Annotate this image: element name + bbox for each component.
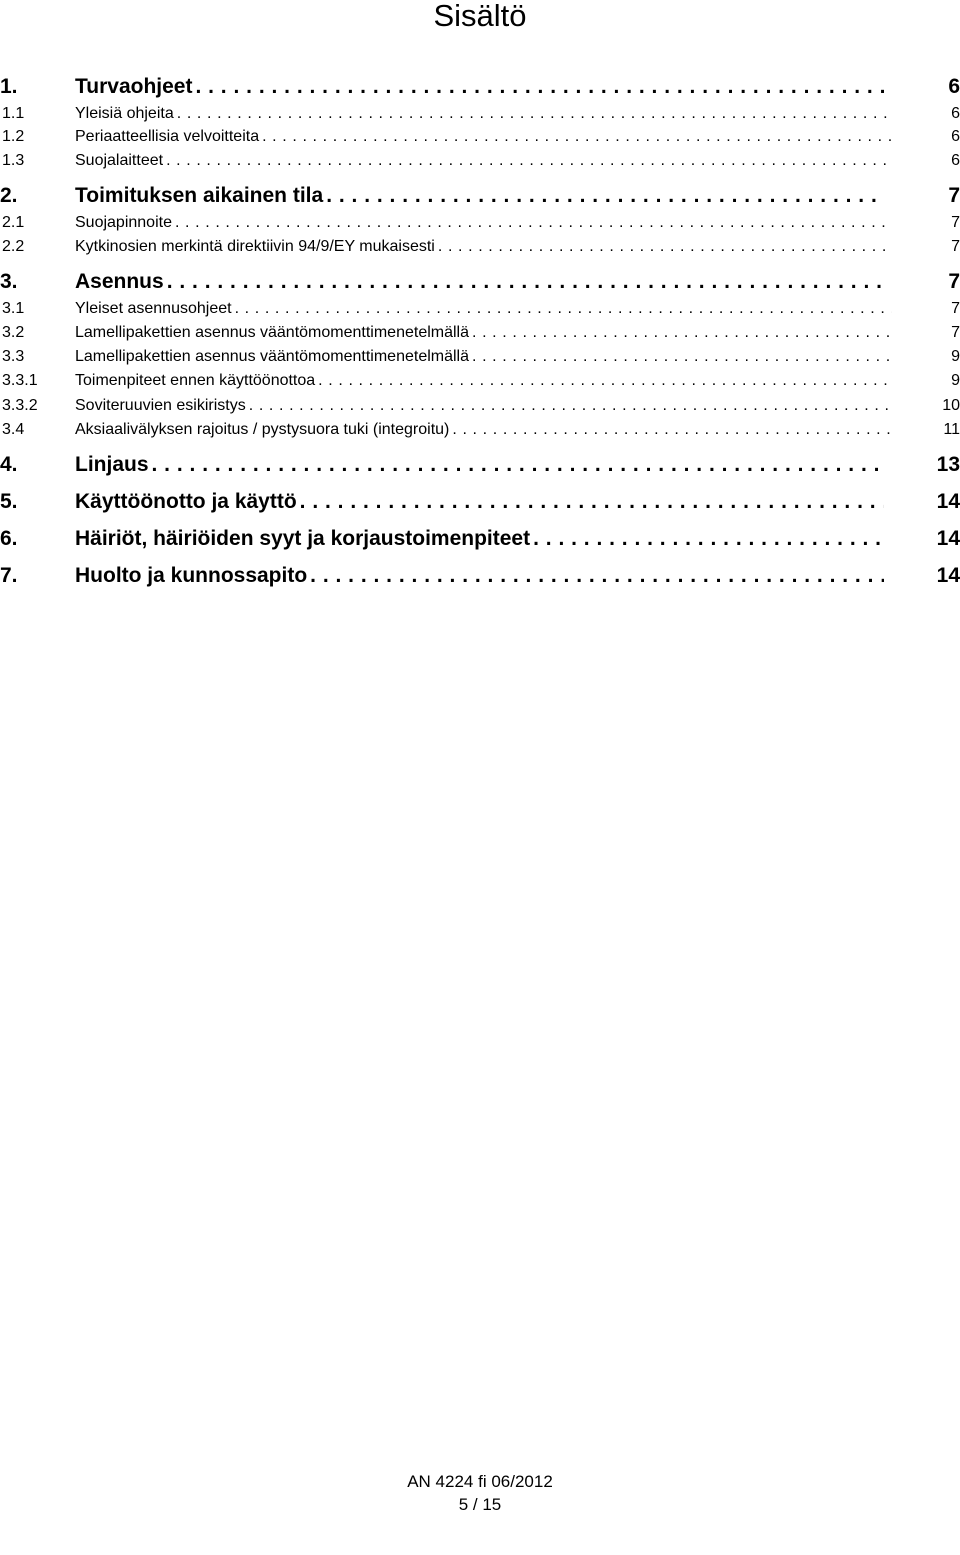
toc-label: Periaatteellisia velvoitteita [75,128,260,145]
toc-label: Huolto ja kunnossapito [75,564,308,587]
toc-label: Kytkinosien merkintä direktiivin 94/9/EY mukaisesti [75,238,435,255]
toc-section-4[interactable] [0,452,960,478]
toc-number: 3. [0,270,18,293]
toc-label: Turvaohjeet [75,75,193,98]
toc-page: 14 [936,527,960,550]
toc-page: 6 [951,105,960,122]
toc-page: 6 [948,75,960,98]
toc-page: 7 [951,214,960,231]
toc-number: 3.3.1 [2,372,38,389]
dot-leader [452,419,892,441]
toc-page: 6 [951,128,960,145]
toc-label: Toimituksen aikainen tila [75,184,324,207]
dot-leader [310,563,884,589]
dot-leader [249,395,892,417]
toc-section-7[interactable] [0,563,960,589]
dot-leader [166,150,892,172]
toc-number: 1.3 [2,152,25,169]
toc-label: Lamellipakettien asennus vääntömomenttimenetelmällä [75,324,469,341]
dot-leader [235,298,892,320]
toc-number: 2. [0,184,18,207]
toc-number: 7. [0,564,18,587]
dot-leader [300,489,884,515]
page-title: Sisältö [433,0,527,33]
toc-label: Yleiset asennusohjeet [75,300,232,317]
toc-section-5[interactable] [0,489,960,515]
toc-section-2[interactable] [0,183,960,209]
dot-leader [472,322,892,344]
toc-subsection-3-3[interactable] [0,346,960,368]
dot-leader [438,236,892,258]
toc-label: Suojapinnoite [75,214,172,231]
toc-label: Toimenpiteet ennen käyttöönottoa [75,372,316,389]
toc-number: 1. [0,75,18,98]
toc-section-3[interactable] [0,269,960,295]
toc-section-6[interactable] [0,526,960,552]
toc-label: Soviteruuvien esikiristys [75,397,246,414]
toc-number: 1.2 [2,128,25,145]
dot-leader [152,452,884,478]
toc-label: Aksiaalivälyksen rajoitus / pystysuora tuki (integroitu) [75,421,450,438]
document-id: AN 4224 fi 06/2012 [407,1472,553,1491]
page-number: 5 / 15 [458,1495,502,1514]
toc-number: 3.3 [2,348,25,365]
toc-page: 7 [948,184,960,207]
dot-leader [262,126,892,148]
toc-page: 9 [951,372,960,389]
toc-subsection-1-1[interactable] [0,103,960,125]
toc-page: 6 [951,152,960,169]
toc-number: 4. [0,453,18,476]
toc-page: 14 [936,564,960,587]
toc-number: 1.1 [2,105,25,122]
toc-page: 14 [936,490,960,513]
dot-leader [195,74,884,100]
toc-page: 7 [948,270,960,293]
toc-section-1[interactable] [0,74,960,100]
dot-leader [533,526,884,552]
toc-page: 10 [942,397,960,414]
toc-page: 11 [943,421,960,438]
toc-subsection-3-4[interactable] [0,419,960,441]
toc-page: 7 [951,238,960,255]
toc-number: 3.1 [2,300,25,317]
toc-subsection-1-2[interactable] [0,126,960,148]
toc-number: 3.4 [2,421,25,438]
dot-leader [472,346,892,368]
toc-label: Yleisiä ohjeita [75,105,174,122]
toc-subsection-2-1[interactable] [0,212,960,234]
dot-leader [177,103,892,125]
toc-number: 2.1 [2,214,25,231]
toc-label: Suojalaitteet [75,152,164,169]
toc-subsection-3-3-2[interactable] [0,395,960,417]
toc-page: 9 [951,348,960,365]
dot-leader [167,269,884,295]
toc-subsection-3-3-1[interactable] [0,370,960,392]
toc-label: Linjaus [75,453,149,476]
toc-number: 5. [0,490,18,513]
toc-label: Lamellipakettien asennus vääntömomenttimenetelmällä [75,348,469,365]
dot-leader [175,212,892,234]
toc-label: Asennus [75,270,164,293]
toc-subsection-2-2[interactable] [0,236,960,258]
toc-number: 2.2 [2,238,25,255]
toc-label: Käyttöönotto ja käyttö [75,490,297,513]
toc-subsection-3-2[interactable] [0,322,960,344]
toc-subsection-1-3[interactable] [0,150,960,172]
toc-number: 3.3.2 [2,397,38,414]
dot-leader [318,370,892,392]
toc-subsection-3-1[interactable] [0,298,960,320]
toc-page: 7 [951,324,960,341]
toc-page: 7 [951,300,960,317]
toc-number: 3.2 [2,324,25,341]
toc-label: Häiriöt, häiriöiden syyt ja korjaustoimenpiteet [75,527,531,550]
dot-leader [326,183,884,209]
toc-page: 13 [936,453,960,476]
toc-number: 6. [0,527,18,550]
